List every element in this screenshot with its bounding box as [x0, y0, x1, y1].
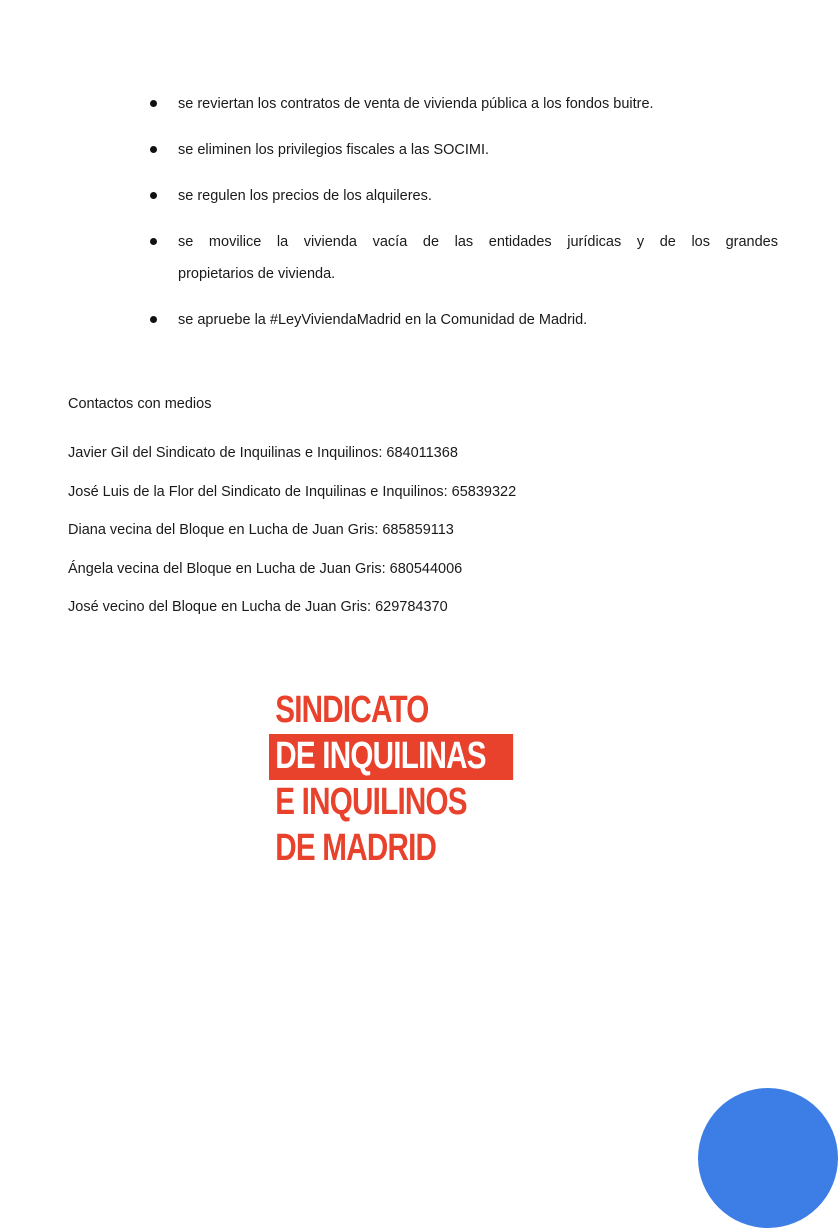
demand-text: se regulen los precios de los alquileres.	[178, 188, 432, 204]
demand-item	[150, 180, 711, 212]
bullet-icon	[150, 146, 157, 153]
contact-item: Javier Gil del Sindicato de Inquilinas e Inquilinos: 684011368	[68, 445, 458, 461]
demand-text: se eliminen los privilegios fiscales a las SOCIMI.	[178, 142, 490, 158]
demand-text-line2: propietarios de vivienda.	[178, 266, 336, 282]
bullet-icon	[150, 100, 157, 107]
contact-item: José Luis de la Flor del Sindicato de Inquilinas e Inquilinos: 65839322	[68, 483, 517, 500]
bullet-icon	[150, 238, 157, 245]
floating-action-button[interactable]	[698, 1088, 838, 1228]
demands-list	[150, 88, 778, 350]
demand-item	[150, 304, 711, 336]
demand-text-line1: se movilice la vivienda vacía de las entidades jurídicas y de los grandes	[178, 234, 778, 250]
demand-item	[150, 88, 711, 120]
contacts-title: Contactos con medios	[68, 396, 212, 412]
contact-item: Ángela vecina del Bloque en Lucha de Juan Gris: 680544006	[68, 560, 463, 577]
logo-line-3: E INQUILINOS	[275, 781, 467, 823]
bullet-icon	[150, 192, 157, 199]
contact-item: Diana vecina del Bloque en Lucha de Juan Gris: 685859113	[68, 522, 454, 538]
logo-line-1: SINDICATO	[275, 689, 429, 731]
demand-text: se apruebe la #LeyViviendaMadrid en la Comunidad de Madrid.	[178, 312, 588, 328]
bullet-icon	[150, 316, 157, 323]
contacts-list	[68, 442, 516, 635]
demand-item	[150, 226, 778, 290]
sindicato-logo	[269, 688, 529, 872]
demand-text: se reviertan los contratos de venta de vivienda pública a los fondos buitre.	[178, 96, 654, 112]
contact-item: José vecino del Bloque en Lucha de Juan Gris: 629784370	[68, 599, 448, 615]
demand-item	[150, 134, 711, 166]
logo-line-4: DE MADRID	[275, 827, 437, 869]
logo-line-2: DE INQUILINAS	[269, 734, 513, 780]
